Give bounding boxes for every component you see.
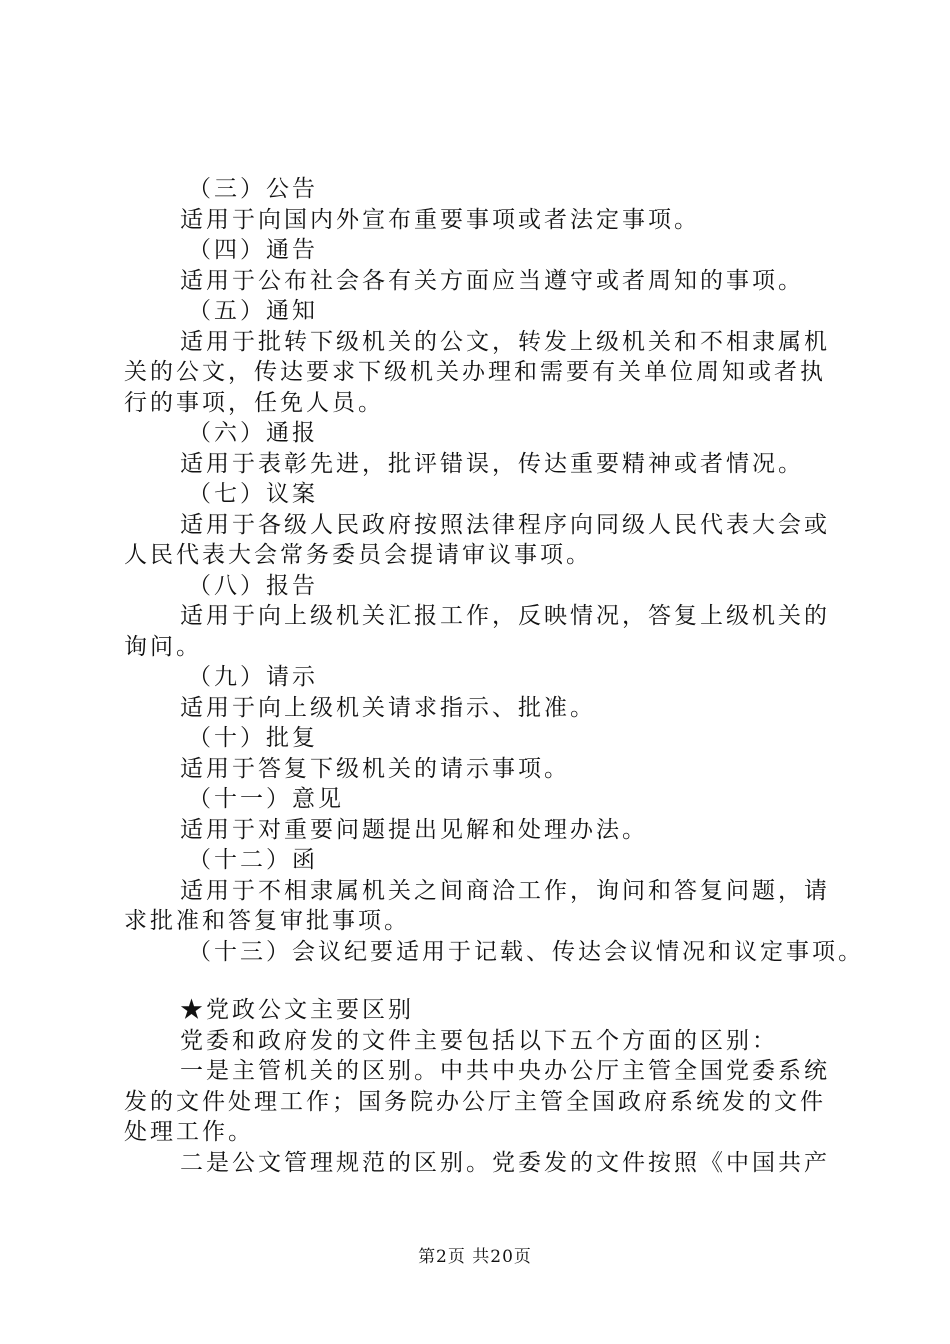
body-text-line: 适用于批转下级机关的公文，转发上级机关和不相隶属机 [180,328,830,355]
body-text-line: 询问。 [124,633,202,660]
page-footer: 第2页 共20页 [418,1247,532,1267]
body-text-line: 适用于向国内外宣布重要事项或者法定事项。 [180,206,700,233]
body-text-line: 适用于答复下级机关的请示事项。 [180,755,570,782]
body-text-line: 发的文件处理工作；国务院办公厅主管全国政府系统发的文件 [124,1088,826,1115]
body-text-line: 党委和政府发的文件主要包括以下五个方面的区别： [180,1027,778,1054]
section-heading: （四）通告 [188,237,318,263]
body-text-line: 人民代表大会常务委员会提请审议事项。 [124,542,592,568]
section-heading: （三）公告 [188,176,318,202]
body-text-line: 行的事项，任免人员。 [124,389,384,416]
section-heading: （五）通知 [188,298,318,324]
section-heading: （十三）会议纪要适用于记载、传达会议情况和议定事项。 [188,938,864,965]
body-text-line: 二是公文管理规范的区别。党委发的文件按照《中国共产 [180,1149,830,1176]
section-heading: （六）通报 [188,420,318,446]
body-text-line: 适用于向上级机关汇报工作，反映情况，答复上级机关的 [180,603,830,629]
body-text-line: 适用于表彰先进，批评错误，传达重要精神或者情况。 [180,450,804,477]
body-text-line: ★党政公文主要区别 [180,997,414,1023]
body-text-line: 关的公文，传达要求下级机关办理和需要有关单位周知或者执 [124,359,826,385]
body-text-line: 一是主管机关的区别。中共中央办公厅主管全国党委系统 [180,1058,830,1084]
section-heading: （十二）函 [188,847,318,873]
paragraph-gap [180,967,870,995]
body-text-line: 适用于公布社会各有关方面应当遵守或者周知的事项。 [180,267,804,294]
section-heading: （八）报告 [188,572,318,599]
section-heading: （九）请示 [188,664,318,690]
body-text-line: 适用于各级人民政府按照法律程序向同级人民代表大会或 [180,511,830,538]
body-text-line: 适用于向上级机关请求指示、批准。 [180,694,596,721]
body-text-line: 求批准和答复审批事项。 [124,908,410,934]
section-heading: （十一）意见 [188,786,344,812]
body-text-line: 适用于不相隶属机关之间商洽工作，询问和答复问题，请 [180,877,830,904]
section-heading: （七）议案 [188,481,318,507]
document-body [124,174,870,1178]
section-heading: （十）批复 [188,725,318,751]
body-text-line: 处理工作。 [124,1119,254,1145]
body-text-line: 适用于对重要问题提出见解和处理办法。 [180,816,648,843]
